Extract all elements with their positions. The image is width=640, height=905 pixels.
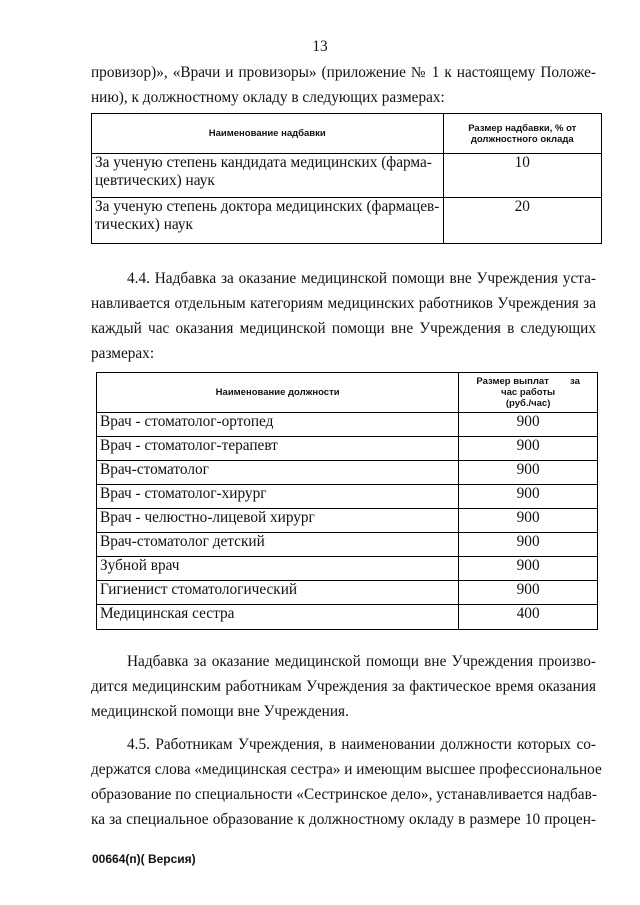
intro-line: провизор)», «Врачи и провизоры» (приложение № 1 к настоящему Положе- xyxy=(91,64,596,81)
col-header-payment xyxy=(459,373,598,413)
col-header-line: (руб./час) xyxy=(505,398,551,409)
table-row xyxy=(97,485,598,509)
position-name: Зубной врач xyxy=(97,557,459,581)
section-44-line: 4.4. Надбавка за оказание медицинской помощи вне Учреждения уста- xyxy=(127,270,596,287)
page-number: 13 xyxy=(312,38,328,55)
allowance-name xyxy=(92,154,444,198)
table-row xyxy=(97,509,598,533)
allowance-name-line: За ученую степень кандидата медицинских (фарма- xyxy=(95,154,432,171)
payment-value: 400 xyxy=(459,605,598,630)
paragraph-line: дится медицинским работникам Учреждения за фактическое время оказания xyxy=(91,678,596,695)
table-row xyxy=(97,605,598,630)
table-row xyxy=(97,533,598,557)
payment-value: 900 xyxy=(459,533,598,557)
document-footer: 00664(п)( Версия) xyxy=(92,852,196,866)
hourly-pay-table xyxy=(96,372,598,630)
table-row xyxy=(97,461,598,485)
section-44-line: навливается отдельным категориям медицинских работников Учреждения за xyxy=(91,295,596,312)
col-header-line: должностного оклада xyxy=(470,133,574,145)
position-name: Врач - стоматолог-хирург xyxy=(97,485,459,509)
section-44-line: каждый час оказания медицинской помощи вне Учреждения в следующих xyxy=(91,320,596,337)
section-45-line: держатся слова «медицинская сестра» и имеющим высшее профессиональное xyxy=(91,761,602,778)
section-45-line: образование по специальности «Сестринское дело», устанавливается надбав- xyxy=(91,786,597,803)
col-header-line: Размер выплат за xyxy=(476,376,580,387)
paragraph-line: медицинской помощи вне Учреждения. xyxy=(91,703,349,720)
col-header-line: Размер надбавки, % от xyxy=(468,122,577,134)
section-45-line: 4.5. Работникам Учреждения, в наименовании должности которых со- xyxy=(127,736,596,753)
allowance-table xyxy=(91,113,602,244)
table-row xyxy=(97,437,598,461)
table-row xyxy=(97,581,598,605)
position-name: Врач-стоматолог детский xyxy=(97,533,459,557)
payment-value: 900 xyxy=(459,485,598,509)
col-header-line: час работы xyxy=(501,387,556,398)
position-name: Врач - челюстно-лицевой хирург xyxy=(97,509,459,533)
paragraph-line: Надбавка за оказание медицинской помощи вне Учреждения произво- xyxy=(127,653,596,670)
table-row xyxy=(92,198,602,244)
col-header-allowance-size xyxy=(443,114,601,154)
allowance-name xyxy=(92,198,444,244)
table-row xyxy=(92,154,602,198)
position-name: Врач - стоматолог-ортопед xyxy=(97,413,459,437)
col-header-allowance-name: Наименование надбавки xyxy=(92,114,444,154)
position-name: Гигиенист стоматологический xyxy=(97,581,459,605)
allowance-name-line: За ученую степень доктора медицинских (фармацев- xyxy=(95,198,440,215)
position-name: Медицинская сестра xyxy=(97,605,459,630)
section-45-line: ка за специальное образование к должностному окладу в размере 10 процен- xyxy=(91,811,596,828)
allowance-value: 20 xyxy=(443,198,601,244)
allowance-value: 10 xyxy=(443,154,601,198)
payment-value: 900 xyxy=(459,461,598,485)
table-row xyxy=(97,557,598,581)
payment-value: 900 xyxy=(459,557,598,581)
section-44-line: размерах: xyxy=(91,345,155,362)
payment-value: 900 xyxy=(459,437,598,461)
position-name: Врач-стоматолог xyxy=(97,461,459,485)
position-name: Врач - стоматолог-терапевт xyxy=(97,437,459,461)
table-row xyxy=(97,413,598,437)
col-header-position: Наименование должности xyxy=(97,373,459,413)
allowance-name-line: тических) наук xyxy=(95,216,193,233)
payment-value: 900 xyxy=(459,509,598,533)
payment-value: 900 xyxy=(459,413,598,437)
allowance-name-line: цевтических) наук xyxy=(95,172,215,189)
payment-value: 900 xyxy=(459,581,598,605)
intro-line: нию), к должностному окладу в следующих размерах: xyxy=(91,89,445,106)
